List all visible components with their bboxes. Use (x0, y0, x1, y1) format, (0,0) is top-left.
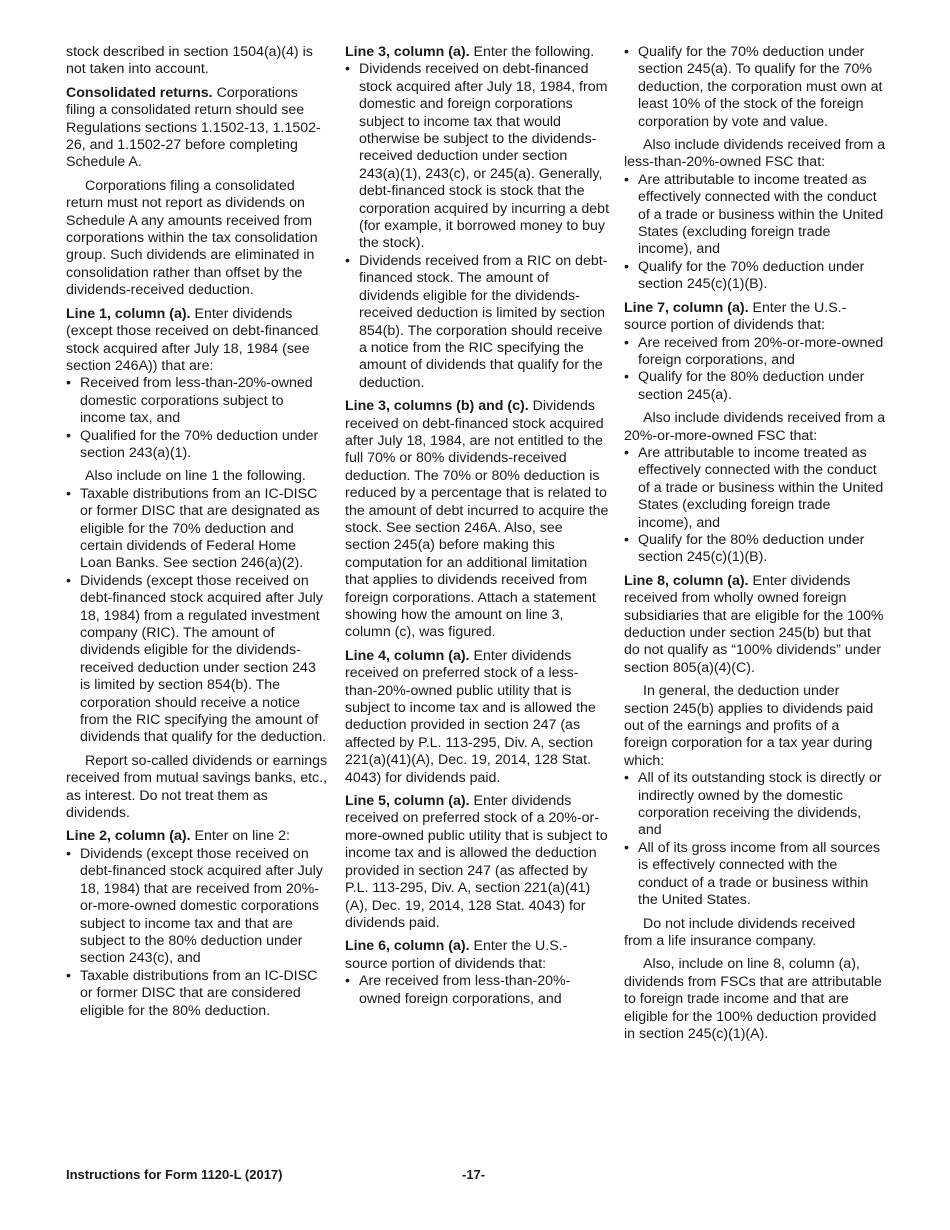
bullet-icon: • (624, 171, 629, 188)
list-item (624, 770, 886, 840)
list-item (66, 573, 328, 747)
line-7-intro (624, 300, 886, 335)
list-item-text: Taxable distributions from an IC-DISC or former DISC that are considered eligible for the 80% deduction. (80, 967, 318, 1019)
bullet-icon: • (345, 252, 350, 269)
paragraph-text: Enter the following. (473, 44, 595, 60)
column-1 (66, 44, 328, 1026)
list-item-text: Qualified for the 70% deduction under section 243(a)(1). (80, 427, 319, 461)
line-2-section (66, 828, 328, 1019)
list-item (624, 335, 886, 370)
list-item (66, 968, 328, 1020)
paragraph-text: Corporations filing a consolidated return should see Regulations sections 1.1502-13, 1.1502-26, and 1.1502-27 before completing Schedule A. (66, 84, 321, 171)
bullet-icon: • (66, 572, 71, 589)
line-5-paragraph (345, 793, 609, 932)
line-4-paragraph (345, 648, 609, 787)
line-3a-intro (345, 44, 609, 61)
line-1-heading: Line 1, column (a). (66, 305, 191, 322)
paragraph-text: Enter dividends received on preferred stock of a less-than-20%-owned public utility that is subject to income tax and is allowed the deduction provided in section 247 (as affected by P.L. 113-295, Div. A, section 221(a)(41)(A), Dec. 19, 2014, 128 Stat. 4043) for dividends paid. (345, 647, 596, 786)
column-2 (345, 44, 609, 1014)
paragraph-text: Enter dividends received on preferred stock of a 20%-or-more-owned public utility that is subject to income tax and is allowed the deduction provided in section 247 (as affected by P.L. 113-295, Div. A, section 221(a)(41)(A), Dec. 19, 2014, 128 Stat. 4043) for dividends paid. (345, 793, 608, 931)
bullet-icon: • (345, 61, 350, 78)
paragraph: Do not include dividends received from a life insurance company. (624, 915, 856, 949)
list-item (66, 375, 328, 427)
also-include-text: Also include dividends received from a less-than-20%-owned FSC that: (624, 137, 886, 171)
line-3a-heading: Line 3, column (a). (345, 44, 470, 60)
also-include-text: Also include on line 1 the following. (85, 468, 306, 485)
list-item-text: Are attributable to income treated as effectively connected with the conduct of a trade or business within the United States (excluding foreign trade income), and (638, 444, 884, 531)
list-item (345, 253, 609, 392)
paragraph-text: Enter on line 2: (194, 828, 290, 845)
list-item (624, 840, 886, 910)
list-item-text: Qualify for the 80% deduction under section 245(a). (638, 369, 865, 403)
list-item-text: Dividends (except those received on debt-financed stock acquired after July 18, 1984) from a regulated investment company (RIC). The amount of dividends eligible for the dividends-received deduction under section 243 is limited by section 854(b). The corporation should receive a notice from the RIC specifying the amount of dividends that qualify for the deduction. (80, 572, 327, 746)
continued-bullets (624, 44, 886, 131)
bullet-icon: • (66, 427, 71, 444)
bullet-icon: • (66, 485, 71, 502)
list-item (624, 369, 886, 404)
list-item (66, 486, 328, 573)
bullet-icon: • (624, 444, 629, 461)
line-2-intro (66, 828, 328, 845)
list-item-text: Dividends received on debt-financed stock acquired after July 18, 1984, from domestic and foreign corporations subject to income tax that would otherwise be subject to the dividends-received deduction under section 243(a)(1), 243(c), or 245(a). Generally, debt-financed stock is stock that the corporation acquired by incurring a debt (for example, it borrowed money to buy the stock). (359, 61, 610, 252)
paragraph-text: Enter the U.S.-source portion of dividends that: (345, 938, 568, 972)
line-7-heading: Line 7, column (a). (624, 299, 749, 316)
paragraph: Also, include on line 8, column (a), dividends from FSCs that are attributable to foreign trade income and that are eligible for the 100% deduction provided in section 245(c)(1)(A). (624, 956, 882, 1042)
bullet-icon: • (66, 967, 71, 984)
paragraph-text: Enter dividends received from wholly owned foreign subsidiaries that are eligible for the 100% deduction under section 245(b) but that do not qualify as “100% dividends” under section 805(a)(4)(C). (624, 572, 884, 676)
list-item (345, 61, 609, 252)
line-4-heading: Line 4, column (a). (345, 647, 470, 664)
footer-form-title: Instructions for Form 1120-L (2017) (66, 1167, 283, 1182)
column-3 (624, 44, 886, 1049)
paragraph-text: Enter the U.S.-source portion of dividends that: (624, 299, 847, 334)
line-6-intro (345, 938, 609, 973)
list-item (624, 259, 886, 294)
bullet-icon: • (624, 334, 629, 351)
list-item-text: All of its outstanding stock is directly or indirectly owned by the domestic corporation receiving the dividends, and (638, 770, 882, 839)
consolidated-returns-paragraph (66, 85, 328, 172)
bullet-icon: • (624, 770, 629, 787)
also-include-text: Also include dividends received from a 20%-or-more-owned FSC that: (624, 410, 886, 444)
line-5-heading: Line 5, column (a). (345, 793, 470, 810)
list-item (66, 846, 328, 968)
list-item-text: Qualify for the 80% deduction under section 245(c)(1)(B). (638, 531, 865, 566)
list-item-text: Are attributable to income treated as effectively connected with the conduct of a trade or business within the United States (excluding foreign trade income), and (638, 171, 884, 258)
paragraph: In general, the deduction under section 245(b) applies to dividends paid out of the earnings and profits of a foreign corporation for a tax year during which: (624, 683, 874, 769)
list-item-text: Taxable distributions from an IC-DISC or former DISC that are designated as eligible for the 70% deduction and certain dividends of Federal Home Loan Banks. See section 246(a)(2). (80, 485, 320, 572)
bullet-icon: • (624, 44, 629, 60)
paragraph: Corporations filing a consolidated return must not report as dividends on Schedule A any amounts received from corporations within the tax consolidation group. Such dividends are eliminated in consolidation rather than offset by the dividends-received deduction. (66, 177, 318, 299)
list-item-text: Dividends received from a RIC on debt-financed stock. The amount of dividends eligible for the dividends-received deduction is limited by section 854(b). The corporation should receive a notice from the RIC specifying the amount of dividends that qualify for the deduction. (359, 252, 608, 391)
bullet-icon: • (624, 839, 629, 856)
line-3bc-heading: Line 3, columns (b) and (c). (345, 398, 529, 415)
bullet-icon: • (624, 369, 629, 386)
paragraph: stock described in section 1504(a)(4) is not taken into account. (66, 44, 313, 78)
bullet-icon: • (624, 258, 629, 275)
paragraph: Report so-called dividends or earnings received from mutual savings banks, etc., as interest. Do not treat them as dividends. (66, 752, 328, 822)
list-item-text: All of its gross income from all sources is effectively connected with the conduct of a trade or business within the United States. (638, 839, 881, 909)
list-item (624, 532, 886, 567)
line-6-section (345, 938, 609, 1008)
line-2-heading: Line 2, column (a). (66, 828, 191, 845)
page-number: -17- (462, 1167, 486, 1182)
list-item-text: Qualify for the 70% deduction under section 245(c)(1)(B). (638, 258, 865, 293)
bullet-icon: • (66, 375, 71, 392)
line-8-paragraph (624, 573, 886, 677)
list-item-text: Are received from less-than-20%-owned foreign corporations, and (359, 973, 571, 1007)
line-6-heading: Line 6, column (a). (345, 938, 470, 955)
bullet-icon: • (66, 845, 71, 862)
line-3a-section (345, 44, 609, 392)
line-3bc-paragraph (345, 398, 609, 642)
line-7-section (624, 300, 886, 404)
consolidated-returns-heading: Consolidated returns. (66, 84, 213, 101)
bullet-icon: • (624, 531, 629, 548)
also-include-section (66, 468, 328, 747)
line-1-intro (66, 306, 328, 376)
list-item (624, 44, 886, 131)
also-include-fsc-section (624, 410, 886, 567)
paragraph-text: Dividends received on debt-financed stock acquired after July 18, 1984, are not entitled to the full 70% or 80% dividends-received deduction. The 70% or 80% deduction is reduced by a percentage that is related to the amount of debt incurred to acquire the stock. See section 246A. Also, see section 245(a) before making this computation for an additional limitation that applies to dividends received from foreign corporations. Attach a statement showing how the amount on line 3, column (c), was figured. (345, 398, 609, 641)
list-item (624, 445, 886, 532)
list-item-text: Are received from 20%-or-more-owned foreign corporations, and (638, 334, 884, 368)
list-item-text: Received from less-than-20%-owned domestic corporations subject to income tax, and (80, 375, 313, 427)
list-item-text: Dividends (except those received on debt-financed stock acquired after July 18, 1984) that are received from 20%-or-more-owned domestic corporations subject to income tax and that are subject to the 80% deduction under section 243(c), and (80, 845, 323, 967)
general-section (624, 683, 886, 909)
list-item (345, 973, 609, 1008)
also-include-fsc-section (624, 137, 886, 294)
list-item-text: Qualify for the 70% deduction under section 245(a). To qualify for the 70% deduction, the corporation must own at least 10% of the stock of the foreign corporation by vote and value. (638, 44, 883, 130)
line-8-heading: Line 8, column (a). (624, 572, 749, 589)
line-1-section (66, 306, 328, 463)
list-item (624, 172, 886, 259)
paragraph-text: Enter dividends (except those received on debt-financed stock acquired after July 18, 1984 (see section 246A)) that are: (66, 305, 319, 374)
list-item (66, 428, 328, 463)
bullet-icon: • (345, 973, 350, 990)
